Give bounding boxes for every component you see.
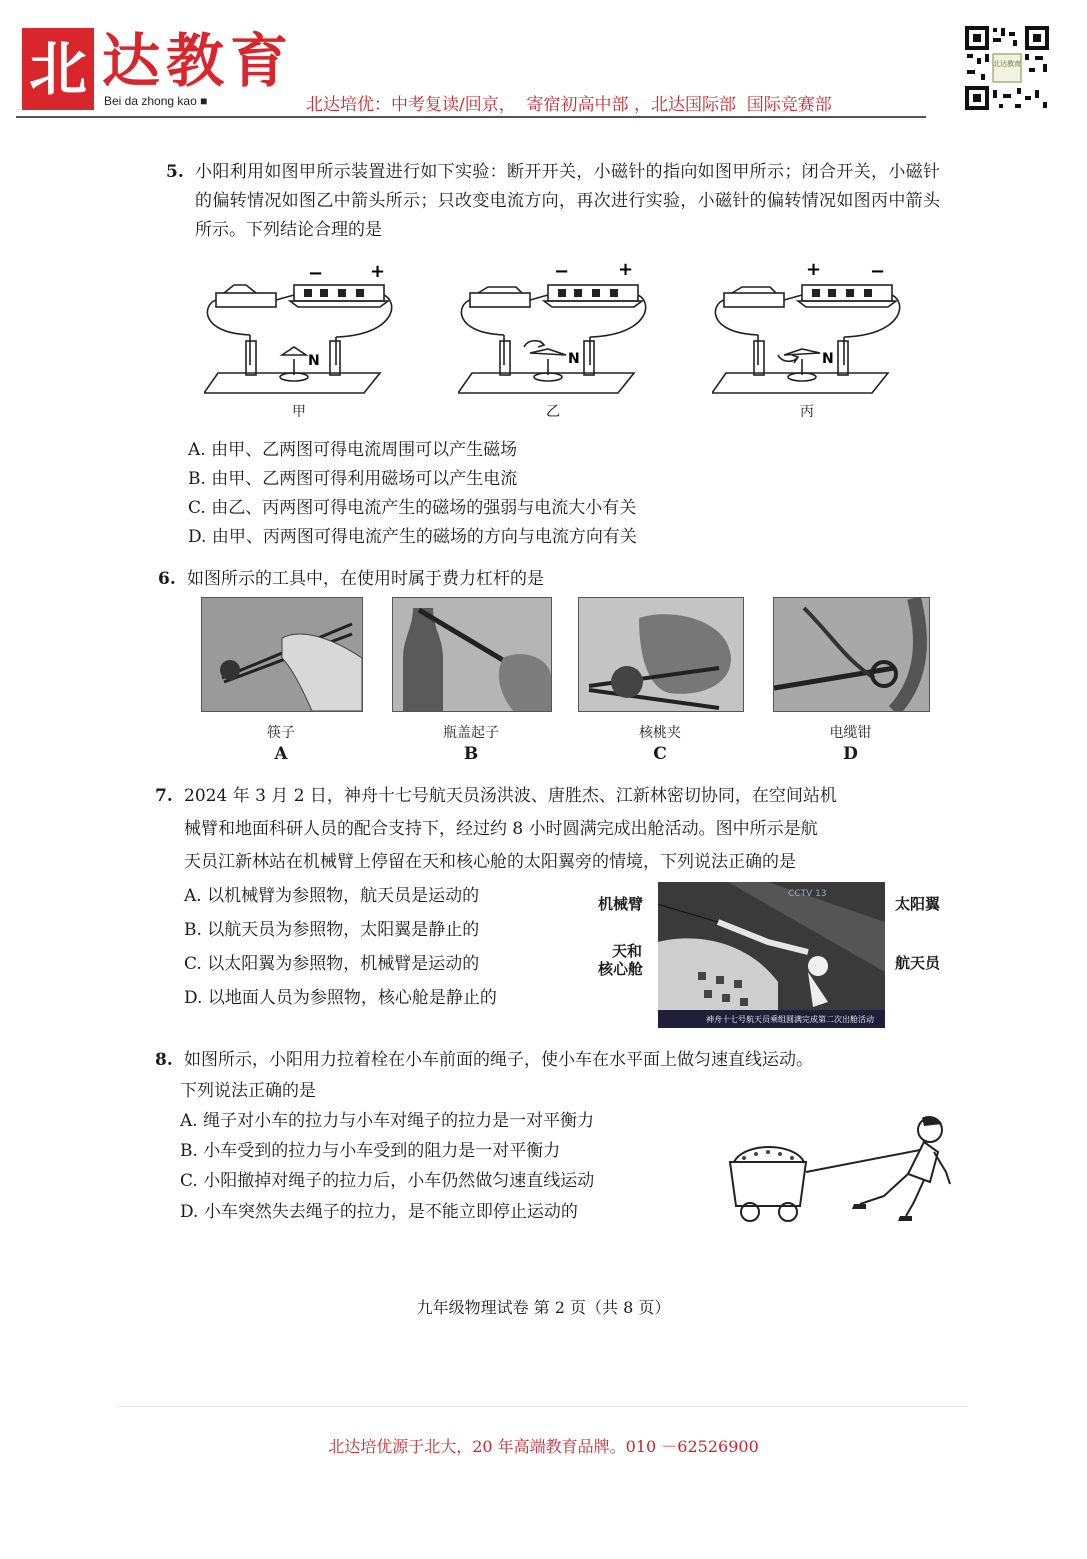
needle-label: N [822,351,834,367]
tool-caption-b: 瓶盖起子 [443,725,499,741]
qr-code [963,24,1051,112]
tool-caption-a: 筷子 [267,725,295,741]
cable-cutter-photo [773,597,930,712]
circuit-diagram [458,255,648,400]
q8-option-d: D. 小车突然失去绳子的拉力，是不能立即停止运动的 [180,1202,578,1222]
q7-option-d: D. 以地面人员为参照物，核心舱是静止的 [184,988,497,1008]
q7-option-c: C. 以太阳翼为参照物，机械臂是运动的 [184,954,480,974]
label-robotic-arm: 机械臂 [598,895,644,913]
q8-stem-line-2: 下列说法正确的是 [180,1081,316,1101]
label-astronaut: 航天员 [895,954,941,972]
q7-number: 7. [155,786,173,806]
needle-label: N [568,351,580,367]
q5-stem: 小阳利用如图甲所示装置进行如下实验：断开开关，小磁针的指向如图甲所示；闭合开关，小磁针的偏转情况如图乙中箭头所示；只改变电流方向，再次进行实验，小磁针的偏转情况如图丙中箭头所示。下列结论合理的是 [195,162,940,240]
tool-letter-d: D [843,744,858,764]
footer-advert: 北达培优源于北大，20 年高端教育品牌。010 －62526900 [328,1437,759,1456]
battery-sign-right: + [618,259,634,280]
logo-mark: 北 [22,28,94,110]
label-solar-wing: 太阳翼 [895,895,941,913]
figure-label: 乙 [546,404,560,420]
battery-sign-left: − [308,263,324,284]
figure-label: 丙 [800,404,814,420]
tool-caption-d: 电缆钳 [829,725,872,741]
figure-label: 甲 [292,404,306,420]
scan-edge [118,1406,968,1407]
battery-sign-left: + [806,259,822,280]
q5-option-d: D. 由甲、丙两图可得电流产生的磁场的方向与电流方向有关 [188,527,637,547]
circuit-diagram [204,255,394,400]
q5-figure-bing [712,255,902,425]
battery-sign-right: + [370,261,386,282]
q5-option-c: C. 由乙、丙两图可得电流产生的磁场的强弱与电流大小有关 [188,498,637,518]
q5-figure-yi [458,255,648,425]
circuit-diagram [712,255,902,400]
cart-pulling-figure [724,1112,959,1227]
qr-center-label: 北达教育 [993,60,1021,68]
q8-option-a: A. 绳子对小车的拉力与小车对绳子的拉力是一对平衡力 [180,1111,595,1131]
q7-stem-line-1: 2024 年 3 月 2 日，神舟十七号航天员汤洪波、唐胜杰、江新林密切协同，在空间站机 [184,786,837,806]
logo-text: 达教育 [102,27,295,95]
page-footer: 九年级物理试卷 第 2 页（共 8 页） [416,1298,671,1317]
chopsticks-photo [201,597,363,712]
tv-banner: 神舟十七号航天员乘组圆满完成第二次出舱活动 [706,1015,874,1024]
logo-subtitle: Bei da zhong kao ■ [104,94,208,108]
q5-number: 5. [166,162,184,182]
bottle-opener-photo [392,597,552,712]
q6-stem: 如图所示的工具中，在使用时属于费力杠杆的是 [187,569,544,589]
tool-letter-b: B [463,744,479,764]
tool-letter-c: C [653,744,667,764]
q7-stem-line-3: 天员江新林站在机械臂上停留在天和核心舱的太阳翼旁的情境，下列说法正确的是 [184,852,796,872]
nutcracker-photo [578,597,744,712]
label-module-line-2: 核心舱 [598,960,644,978]
q5-figure-jia [204,255,394,425]
q7-option-b: B. 以航天员为参照物，太阳翼是静止的 [184,920,480,940]
q8-option-c: C. 小阳撤掉对绳子的拉力后，小车仍然做匀速直线运动 [180,1171,595,1191]
q5-option-a: A. 由甲、乙两图可得电流周围可以产生磁场 [188,440,518,460]
q6-number: 6. [158,569,176,589]
q7-stem-line-2: 械臂和地面科研人员的配合支持下，经过约 8 小时圆满完成出舱活动。图中所示是航 [184,819,818,839]
label-module-line-1: 天和 [612,942,643,960]
tool-caption-c: 核桃夹 [639,725,681,741]
battery-sign-right: − [870,261,886,282]
battery-sign-left: − [554,261,570,282]
q8-option-b: B. 小车受到的拉力与小车受到的阻力是一对平衡力 [180,1141,561,1161]
header-divider [16,116,926,118]
q5-option-b: B. 由甲、乙两图可得利用磁场可以产生电流 [188,469,518,489]
needle-label: N [308,353,320,369]
tool-letter-a: A [274,744,288,764]
q8-stem-line-1: 如图所示，小阳用力拉着栓在小车前面的绳子，使小车在水平面上做匀速直线运动。 [184,1050,813,1070]
space-station-photo [658,882,885,1028]
q8-number: 8. [155,1050,173,1070]
tv-logo: CCTV 13 [788,889,827,899]
header-banner: 北达培优：中考复读/回京， 寄宿初高中部 ，北达国际部 国际竞赛部 [306,95,832,115]
q7-option-a: A. 以机械臂为参照物，航天员是运动的 [184,886,480,906]
